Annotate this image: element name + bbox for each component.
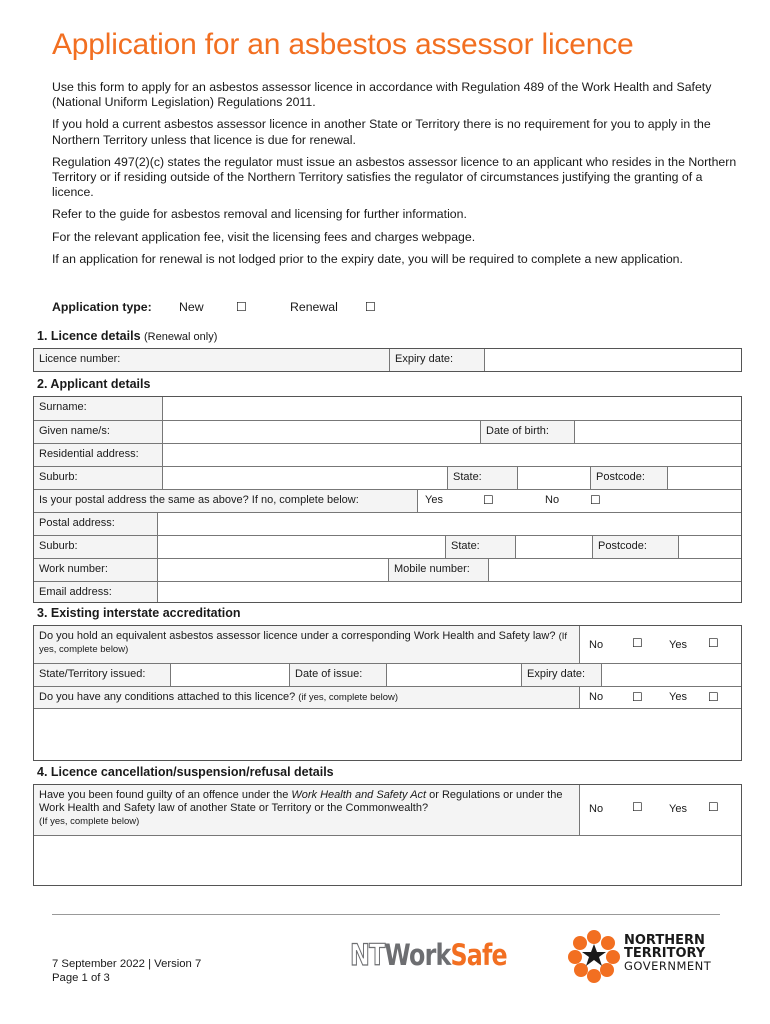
date-of-birth-field[interactable] [574,421,741,443]
nt-government-emblem-icon [566,928,622,984]
application-type-label: Application type: [52,300,152,314]
table-row [34,349,741,371]
offence-question-part2: or Regulations or under the Work Health and Safety law of another State or Territory or the Commonwealth? [39,789,563,814]
conditions-yes-label: Yes [669,691,687,703]
logo-safe-text: Safe [450,938,507,972]
offence-yes-label: Yes [669,803,687,815]
work-number-label: Work number: [34,559,157,581]
table-row [34,512,741,535]
postal-yes-checkbox[interactable]: ☐ [483,493,494,507]
state-field[interactable] [517,467,590,489]
section-3-title: 3. Existing interstate accreditation [37,606,241,620]
intro-paragraph: Use this form to apply for an asbestos assessor licence in accordance with Regulation 489 of the Work Health and Safety (National Uniform Legislation) Regulations 2011. [52,80,712,110]
section-1-heading [37,329,217,343]
conditions-no-checkbox[interactable]: ☐ [632,690,643,704]
gov-wordmark-line2: TERRITORY [624,946,706,961]
residential-address-field[interactable] [162,444,741,466]
offence-question-part1: Have you been found guilty of an offence under the [39,789,292,801]
nt-government-wordmark [624,934,711,973]
surname-label: Surname: [34,397,162,420]
offence-question-act: Work Health and Safety Act [291,789,427,801]
table-row [34,443,741,466]
licence-details-table [33,348,742,372]
intro-text [52,80,742,274]
state-issued-field[interactable] [170,664,289,686]
intro-paragraph: Refer to the guide for asbestos removal and licensing for further information. [52,207,467,222]
postcode-label: Postcode: [590,467,667,489]
postal-suburb-label: Suburb: [34,536,157,558]
intro-paragraph: If an application for renewal is not lodged prior to the expiry date, you will be required to complete a new application. [52,251,683,266]
email-address-label: Email address: [34,582,157,602]
given-names-field[interactable] [162,421,480,443]
application-type [52,300,452,316]
equivalent-licence-question [34,626,579,663]
conditions-yes-checkbox[interactable]: ☐ [708,690,719,704]
email-address-field[interactable] [157,582,741,602]
licence-number-label: Licence number: [34,349,389,371]
intro-paragraph: For the relevant application fee, visit the licensing fees and charges webpage. [52,229,476,244]
equivalent-licence-no-label: No [589,639,604,651]
equivalent-licence-no-checkbox[interactable]: ☐ [632,636,643,650]
footer-date-version: 7 September 2022 | Version 7 [52,958,202,970]
conditions-no-label: No [589,691,604,703]
table-row [34,686,741,708]
equivalent-licence-yes-label: Yes [669,639,687,651]
intro-paragraph: Regulation 497(2)(c) states the regulator must issue an asbestos assessor licence to an applicant who resides in the Northern Territory or if residing outside of the Northern Territory satisfies the regulator of circumstances justifying the granting of a licence. [52,154,737,200]
table-row [34,581,741,602]
page-title: Application for an asbestos assessor licence [52,28,634,61]
work-number-field[interactable] [157,559,388,581]
postal-answer-cell [417,490,741,512]
applicant-details-table [33,396,742,603]
gov-wordmark-line1: NORTHERN [624,933,705,948]
section-1-subtitle: (Renewal only) [144,331,218,343]
postal-no-label: No [545,494,560,506]
expiry-date-field[interactable] [484,349,741,371]
offence-no-checkbox[interactable]: ☐ [632,800,643,814]
suburb-field[interactable] [162,467,447,489]
table-row [34,397,741,420]
table-row [34,420,741,443]
conditions-details-field[interactable] [34,708,741,760]
logo-work-text: Work [384,938,451,972]
footer-page-number: Page 1 of 3 [52,972,110,984]
intro-paragraph: If you hold a current asbestos assessor licence in another State or Territory there is no requirement for you to apply in the Northern Territory unless that licence is due for renewal. [52,117,711,147]
postal-state-label: State: [445,536,515,558]
mobile-number-field[interactable] [488,559,741,581]
interstate-accreditation-table [33,625,742,761]
new-checkbox[interactable]: ☐ [236,300,248,314]
table-row [34,558,741,581]
postal-question-label: Is your postal address the same as above? If no, complete below: [34,490,417,512]
ntworksafe-logo [350,938,507,972]
conditions-note: (if yes, complete below) [298,692,399,703]
postal-postcode-label: Postcode: [592,536,678,558]
section-1-title: 1. Licence details [37,329,141,343]
postal-address-field[interactable] [157,513,741,535]
table-row [34,489,741,512]
option-renewal-label: Renewal [290,300,338,314]
offence-no-label: No [589,803,604,815]
postal-state-field[interactable] [515,536,592,558]
offence-yes-checkbox[interactable]: ☐ [708,800,719,814]
section-4-title: 4. Licence cancellation/suspension/refusal details [37,765,334,779]
conditions-question-text: Do you have any conditions attached to this licence? [39,691,296,703]
postal-postcode-field[interactable] [678,536,741,558]
table-row [34,626,741,663]
equivalent-licence-note: (If yes, complete below) [39,631,568,655]
footer-text [52,957,201,985]
footer-divider [52,914,720,915]
gov-wordmark-line3: GOVERNMENT [624,959,712,973]
residential-address-label: Residential address: [34,444,162,466]
offence-question [34,785,579,835]
offence-details-field[interactable] [34,835,741,885]
postal-yes-label: Yes [425,494,443,506]
table-row [34,466,741,489]
option-new-label: New [179,300,204,314]
logo-nt-text: NT [350,938,385,972]
state-issued-label: State/Territory issued: [34,664,170,686]
postal-address-label: Postal address: [34,513,157,535]
date-of-issue-label: Date of issue: [289,664,386,686]
interstate-expiry-label: Expiry date: [521,664,601,686]
expiry-date-label: Expiry date: [389,349,484,371]
offence-question-note: (If yes, complete below) [39,816,140,827]
table-row [34,663,741,686]
interstate-expiry-field[interactable] [601,664,741,686]
suburb-label: Suburb: [34,467,162,489]
given-names-label: Given name/s: [34,421,162,443]
table-row [34,785,741,835]
postal-no-checkbox[interactable]: ☐ [590,493,601,507]
postal-suburb-field[interactable] [157,536,445,558]
postcode-field[interactable] [667,467,741,489]
state-label: State: [447,467,517,489]
date-of-issue-field[interactable] [386,664,521,686]
mobile-number-label: Mobile number: [388,559,488,581]
section-2-title: 2. Applicant details [37,377,151,391]
equivalent-licence-yes-checkbox[interactable]: ☐ [708,636,719,650]
surname-field[interactable] [162,397,741,420]
equivalent-licence-question-text: Do you hold an equivalent asbestos assessor licence under a corresponding Work Health and Safety law? [39,630,556,642]
renewal-checkbox[interactable]: ☐ [365,300,377,314]
table-row [34,535,741,558]
cancellation-table [33,784,742,886]
conditions-question [34,687,579,708]
date-of-birth-label: Date of birth: [480,421,574,443]
